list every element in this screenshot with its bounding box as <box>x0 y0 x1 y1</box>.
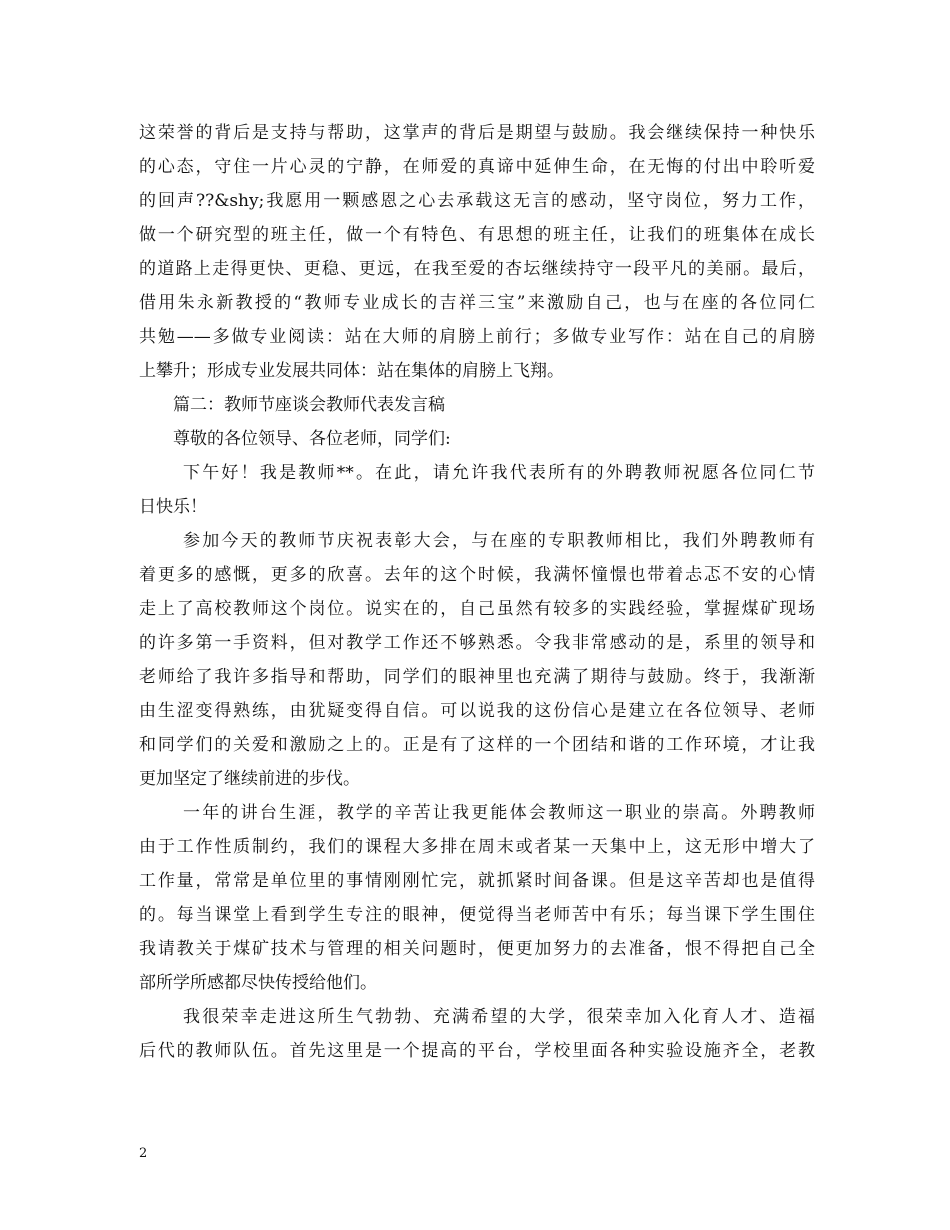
text-line: 这荣誉的背后是支持与帮助，这掌声的背后是期望与鼓励。我会继续保持一种快乐 <box>139 123 815 143</box>
text-line: 着更多的感慨，更多的欣喜。去年的这个时候，我满怀憧憬也带着忐忑不安的心情 <box>139 565 815 585</box>
text-line: 更加坚定了继续前进的步伐。 <box>139 769 360 789</box>
text-line: 上攀升；形成专业发展共同体：站在集体的肩膀上飞翔。 <box>139 361 564 381</box>
text-line: 的回声??&shy;我愿用一颗感恩之心去承载这无言的感动，坚守岗位，努力工作， <box>139 191 815 211</box>
text-line: 的。每当课堂上看到学生专注的眼神，便觉得当老师苦中有乐；每当课下学生围住 <box>139 905 815 925</box>
text-line: 共勉——多做专业阅读：站在大师的肩膀上前行；多做专业写作：站在自己的肩膀 <box>139 327 815 347</box>
text-line: 和同学们的关爱和激励之上的。正是有了这样的一个团结和谐的工作环境，才让我 <box>139 735 815 755</box>
text-line: 工作量，常常是单位里的事情刚刚忙完，就抓紧时间备课。但是这辛苦却也是值得 <box>139 871 815 891</box>
text-line: 走上了高校教师这个岗位。说实在的，自己虽然有较多的实践经验，掌握煤矿现场 <box>139 599 815 619</box>
text-line: 部所学所感都尽快传授给他们。 <box>139 973 377 993</box>
text-line: 的道路上走得更快、更稳、更远，在我至爱的杏坛继续持守一段平凡的美丽。最后， <box>139 259 815 279</box>
text-line: 日快乐！ <box>139 497 207 517</box>
text-line: 做一个研究型的班主任，做一个有特色、有思想的班主任，让我们的班集体在成长 <box>139 225 815 245</box>
text-line: 后代的教师队伍。首先这里是一个提高的平台，学校里面各种实验设施齐全，老教 <box>139 1041 815 1061</box>
text-line: 老师给了我许多指导和帮助，同学们的眼神里也充满了期待与鼓励。终于，我渐渐 <box>139 667 815 687</box>
text-line: 的心态，守住一片心灵的宁静，在师爱的真谛中延伸生命，在无悔的付出中聆听爱 <box>139 157 815 177</box>
text-line: 我请教关于煤矿技术与管理的相关问题时，便更加努力的去准备，恨不得把自己全 <box>139 939 815 959</box>
document-body <box>139 116 815 1068</box>
text-line: 的许多第一手资料，但对教学工作还不够熟悉。令我非常感动的是，系里的领导和 <box>139 633 815 653</box>
text-line: 由生涩变得熟练，由犹疑变得自信。可以说我的这份信心是建立在各位领导、老师 <box>139 701 815 721</box>
salutation: 尊敬的各位领导、各位老师，同学们: <box>173 429 451 449</box>
text-line: 我很荣幸走进这所生气勃勃、充满希望的大学，很荣幸加入化育人才、造福 <box>183 1007 815 1027</box>
text-line: 参加今天的教师节庆祝表彰大会，与在座的专职教师相比，我们外聘教师有 <box>183 531 815 551</box>
text-line: 借用朱永新教授的“教师专业成长的吉祥三宝”来激励自己，也与在座的各位同仁 <box>139 293 815 313</box>
section-heading: 篇二：教师节座谈会教师代表发言稿 <box>173 395 445 415</box>
text-line: 下午好！我是教师**。在此，请允许我代表所有的外聘教师祝愿各位同仁节 <box>183 463 815 483</box>
text-line: 一年的讲台生涯，教学的辛苦让我更能体会教师这一职业的崇高。外聘教师 <box>183 803 815 823</box>
page-number: 2 <box>139 1146 148 1161</box>
text-line: 由于工作性质制约，我们的课程大多排在周末或者某一天集中上，这无形中增大了 <box>139 837 815 857</box>
